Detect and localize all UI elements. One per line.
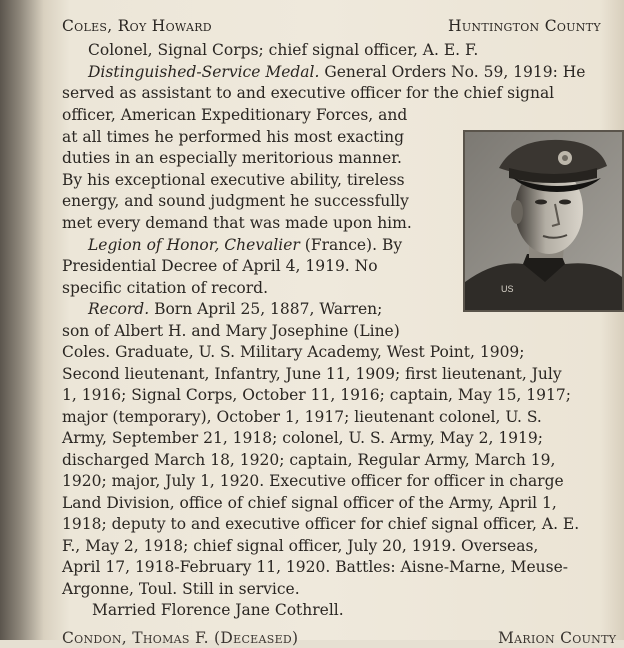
- body-line: Land Division, office of chief signal officer of the Army, April 1,: [62, 494, 557, 512]
- body-line: 1918; deputy to and executive officer for chief signal officer, A. E.: [62, 515, 580, 533]
- entry-name: Coles, Roy Howard: [62, 17, 212, 35]
- collar-insignia: US: [501, 284, 514, 294]
- body-line: officer, American Expeditionary Forces, and: [62, 106, 408, 124]
- body-line: Coles. Graduate, U. S. Military Academy, West Point, 1909;: [62, 343, 525, 361]
- body-line: 1920; major, July 1, 1920. Executive officer for officer in charge: [62, 472, 564, 490]
- next-entry-name: [62, 628, 298, 648]
- body-line: discharged March 18, 1920; captain, Regular Army, March 19,: [62, 451, 556, 469]
- body-line: Second lieutenant, Infantry, June 11, 1909; first lieutenant, July: [62, 365, 562, 383]
- body-line: at all times he performed his most exacting: [62, 128, 405, 146]
- next-entry-name-text: Condon, Thomas F.: [62, 629, 209, 647]
- body-line: served as assistant to and executive officer for the chief signal: [62, 84, 555, 102]
- body-line: major (temporary), October 1, 1917; lieutenant colonel, U. S.: [62, 408, 542, 426]
- legion-text: (France). By: [304, 236, 403, 254]
- next-entry-county: Marion County: [498, 629, 617, 647]
- portrait-photo: [463, 130, 624, 312]
- married-line: Married Florence Jane Cothrell.: [92, 601, 344, 619]
- body-line: F., May 2, 1918; chief signal officer, July 20, 1919. Overseas,: [62, 537, 539, 555]
- legion-line: [88, 235, 402, 255]
- body-line: April 17, 1918-February 11, 1920. Battles: Aisne-Marne, Meuse-: [62, 558, 568, 576]
- record-heading: Record.: [88, 300, 150, 318]
- dsm-text: General Orders No. 59, 1919: He: [324, 63, 586, 81]
- record-text: Born April 25, 1887, Warren;: [154, 300, 383, 318]
- portrait-photo-icon: [465, 132, 622, 310]
- body-line: 1, 1916; Signal Corps, October 11, 1916; captain, May 15, 1917;: [62, 386, 571, 404]
- body-line: specific citation of record.: [62, 279, 269, 297]
- dsm-heading: Distinguished-Service Medal.: [88, 63, 320, 81]
- body-line: Army, September 21, 1918; colonel, U. S. Army, May 2, 1919;: [62, 429, 543, 447]
- body-line: son of Albert H. and Mary Josephine (Line): [62, 322, 400, 340]
- body-line: duties in an especially meritorious manner.: [62, 149, 402, 167]
- record-line: [88, 299, 382, 319]
- body-line: met every demand that was made upon him.: [62, 214, 412, 232]
- dsm-line: [88, 62, 585, 82]
- entry-county: Huntington County: [448, 17, 601, 35]
- body-line: energy, and sound judgment he successfully: [62, 192, 409, 210]
- legion-heading: Legion of Honor, Chevalier: [88, 236, 300, 254]
- body-line: By his exceptional executive ability, tireless: [62, 171, 405, 189]
- body-line: Argonne, Toul. Still in service.: [62, 580, 300, 598]
- rank-line: Colonel, Signal Corps; chief signal officer, A. E. F.: [88, 41, 479, 59]
- next-entry-note: (Deceased): [214, 629, 299, 647]
- body-line: Presidential Decree of April 4, 1919. No: [62, 257, 378, 275]
